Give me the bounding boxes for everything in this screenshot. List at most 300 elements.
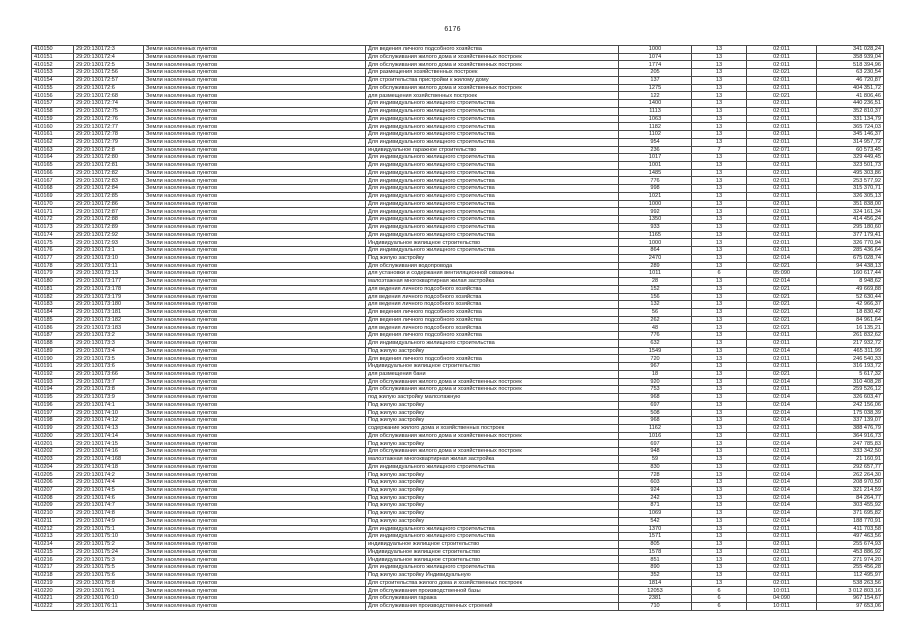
group-code-cell: 13 xyxy=(692,571,747,579)
row-number-cell: 410159 xyxy=(32,115,74,123)
row-number-cell: 410181 xyxy=(32,285,74,293)
group-code-cell: 13 xyxy=(692,347,747,355)
permitted-use-cell: Под жилую застройку Индивидуальную xyxy=(366,571,619,579)
table-row xyxy=(32,208,884,216)
cadastral-number-cell: 29:20:130172:86 xyxy=(74,200,144,208)
area-cell: 992 xyxy=(619,208,692,216)
cadastral-number-cell: 29:20:130172:56 xyxy=(74,69,144,77)
code-cell: 02:014 xyxy=(747,479,817,487)
group-code-cell: 13 xyxy=(692,494,747,502)
land-category-cell: Земли населенных пунктов xyxy=(144,185,366,193)
permitted-use-cell: Для индивидуального жилищного строительства xyxy=(366,169,619,177)
cadastral-value-cell: 295 180,60 xyxy=(817,223,884,231)
row-number-cell: 410197 xyxy=(32,409,74,417)
cadastral-value-cell: 60 573,45 xyxy=(817,146,884,154)
cadastral-value-cell: 329 449,45 xyxy=(817,154,884,162)
table-row xyxy=(32,541,884,549)
group-code-cell: 13 xyxy=(692,162,747,170)
permitted-use-cell: Индивидуальное жилищное строительство xyxy=(366,556,619,564)
land-category-cell: Земли населенных пунктов xyxy=(144,510,366,518)
group-code-cell: 13 xyxy=(692,455,747,463)
code-cell: 02:011 xyxy=(747,115,817,123)
code-cell: 02:011 xyxy=(747,200,817,208)
cadastral-number-cell: 29:20:130173:5 xyxy=(74,355,144,363)
cadastral-number-cell: 29:20:130175:24 xyxy=(74,548,144,556)
cadastral-value-cell: 21 160,91 xyxy=(817,455,884,463)
table-row xyxy=(32,587,884,595)
code-cell: 02:021 xyxy=(747,316,817,324)
code-cell: 02:011 xyxy=(747,556,817,564)
row-number-cell: 410178 xyxy=(32,262,74,270)
row-number-cell: 410150 xyxy=(32,46,74,54)
group-code-cell: 13 xyxy=(692,548,747,556)
cadastral-number-cell: 29:20:130174:10 xyxy=(74,409,144,417)
table-row xyxy=(32,293,884,301)
land-category-cell: Земли населенных пунктов xyxy=(144,595,366,603)
row-number-cell: 410163 xyxy=(32,146,74,154)
code-cell: 10:011 xyxy=(747,602,817,610)
area-cell: 242 xyxy=(619,494,692,502)
cadastral-value-cell: 371 695,82 xyxy=(817,510,884,518)
code-cell: 10:011 xyxy=(747,587,817,595)
cadastral-value-cell: 261 832,62 xyxy=(817,332,884,340)
area-cell: 1578 xyxy=(619,548,692,556)
row-number-cell: 410184 xyxy=(32,308,74,316)
land-category-cell: Земли населенных пунктов xyxy=(144,432,366,440)
permitted-use-cell: Для ведения личного подсобного хозяйства xyxy=(366,355,619,363)
group-code-cell: 13 xyxy=(692,138,747,146)
land-category-cell: Земли населенных пунктов xyxy=(144,571,366,579)
code-cell: 02:021 xyxy=(747,301,817,309)
land-category-cell: Земли населенных пунктов xyxy=(144,69,366,77)
row-number-cell: 410175 xyxy=(32,239,74,247)
permitted-use-cell: для ведения личного подсобного хозяйства xyxy=(366,293,619,301)
code-cell: 05:090 xyxy=(747,270,817,278)
code-cell: 02:014 xyxy=(747,517,817,525)
row-number-cell: 410179 xyxy=(32,270,74,278)
row-number-cell: 410195 xyxy=(32,394,74,402)
row-number-cell: 410221 xyxy=(32,595,74,603)
land-category-cell: Земли населенных пунктов xyxy=(144,494,366,502)
group-code-cell: 13 xyxy=(692,355,747,363)
code-cell: 02:014 xyxy=(747,486,817,494)
permitted-use-cell: для ведения личного подсобного хозяйства xyxy=(366,285,619,293)
cadastral-value-cell: 255 674,93 xyxy=(817,541,884,549)
code-cell: 02:011 xyxy=(747,76,817,84)
area-cell: 1011 xyxy=(619,270,692,278)
code-cell: 02:011 xyxy=(747,131,817,139)
cadastral-value-cell: 465 311,99 xyxy=(817,347,884,355)
area-cell: 1275 xyxy=(619,84,692,92)
row-number-cell: 410170 xyxy=(32,200,74,208)
area-cell: 805 xyxy=(619,541,692,549)
group-code-cell: 13 xyxy=(692,293,747,301)
row-number-cell: 410158 xyxy=(32,107,74,115)
land-registry-table xyxy=(31,45,884,611)
code-cell: 02:011 xyxy=(747,177,817,185)
code-cell: 02:011 xyxy=(747,332,817,340)
row-number-cell: 410196 xyxy=(32,401,74,409)
group-code-cell: 13 xyxy=(692,479,747,487)
cadastral-number-cell: 29:20:130174:12 xyxy=(74,417,144,425)
cadastral-value-cell: 497 463,56 xyxy=(817,533,884,541)
table-row xyxy=(32,46,884,54)
area-cell: 924 xyxy=(619,486,692,494)
code-cell: 02:011 xyxy=(747,185,817,193)
permitted-use-cell: Под жилую застройку xyxy=(366,440,619,448)
land-category-cell: Земли населенных пунктов xyxy=(144,548,366,556)
permitted-use-cell: Для индивидуального жилищного строительства xyxy=(366,131,619,139)
table-row xyxy=(32,308,884,316)
row-number-cell: 410203 xyxy=(32,455,74,463)
group-code-cell: 13 xyxy=(692,579,747,587)
area-cell: 1000 xyxy=(619,46,692,54)
row-number-cell: 410193 xyxy=(32,378,74,386)
group-code-cell: 13 xyxy=(692,239,747,247)
cadastral-number-cell: 29:20:130173:10 xyxy=(74,254,144,262)
code-cell: 02:011 xyxy=(747,339,817,347)
code-cell: 02:021 xyxy=(747,285,817,293)
cadastral-value-cell: 331 134,79 xyxy=(817,115,884,123)
permitted-use-cell: Для индивидуального жилищного строительства xyxy=(366,200,619,208)
row-number-cell: 410167 xyxy=(32,177,74,185)
land-category-cell: Земли населенных пунктов xyxy=(144,339,366,347)
permitted-use-cell: Для обслуживания жилого дома и хозяйственных построек xyxy=(366,386,619,394)
row-number-cell: 410152 xyxy=(32,61,74,69)
area-cell: 1485 xyxy=(619,169,692,177)
area-cell: 710 xyxy=(619,602,692,610)
cadastral-number-cell: 29:20:130174:18 xyxy=(74,463,144,471)
table-row xyxy=(32,92,884,100)
cadastral-number-cell: 29:20:130174:14 xyxy=(74,432,144,440)
cadastral-number-cell: 29:20:130172:5 xyxy=(74,61,144,69)
table-row xyxy=(32,448,884,456)
land-category-cell: Земли населенных пунктов xyxy=(144,270,366,278)
permitted-use-cell: Для индивидуального жилищного строительства xyxy=(366,177,619,185)
area-cell: 132 xyxy=(619,301,692,309)
cadastral-number-cell: 29:20:130172:68 xyxy=(74,92,144,100)
land-category-cell: Земли населенных пунктов xyxy=(144,216,366,224)
land-category-cell: Земли населенных пунктов xyxy=(144,556,366,564)
code-cell: 02:014 xyxy=(747,278,817,286)
cadastral-number-cell: 29:20:130174:168 xyxy=(74,455,144,463)
area-cell: 776 xyxy=(619,177,692,185)
permitted-use-cell: Индивидуальное жилищное строительство xyxy=(366,548,619,556)
table-row xyxy=(32,262,884,270)
group-code-cell: 13 xyxy=(692,200,747,208)
cadastral-number-cell: 29:20:130173:3 xyxy=(74,339,144,347)
code-cell: 02:014 xyxy=(747,471,817,479)
group-code-cell: 13 xyxy=(692,432,747,440)
code-cell: 02:011 xyxy=(747,548,817,556)
code-cell: 02:011 xyxy=(747,169,817,177)
group-code-cell: 13 xyxy=(692,301,747,309)
cadastral-value-cell: 242 156,06 xyxy=(817,401,884,409)
row-number-cell: 410177 xyxy=(32,254,74,262)
row-number-cell: 410174 xyxy=(32,231,74,239)
cadastral-value-cell: 967 154,67 xyxy=(817,595,884,603)
group-code-cell: 13 xyxy=(692,223,747,231)
cadastral-value-cell: 175 038,39 xyxy=(817,409,884,417)
cadastral-number-cell: 29:20:130175:6 xyxy=(74,571,144,579)
area-cell: 603 xyxy=(619,479,692,487)
table-row xyxy=(32,401,884,409)
cadastral-number-cell: 29:20:130173:13 xyxy=(74,270,144,278)
area-cell: 968 xyxy=(619,394,692,402)
cadastral-value-cell: 63 230,54 xyxy=(817,69,884,77)
cadastral-number-cell: 29:20:130173:8 xyxy=(74,386,144,394)
row-number-cell: 410213 xyxy=(32,533,74,541)
cadastral-number-cell: 29:20:130175:10 xyxy=(74,533,144,541)
area-cell: 1102 xyxy=(619,131,692,139)
group-code-cell: 13 xyxy=(692,92,747,100)
code-cell: 02:014 xyxy=(747,401,817,409)
area-cell: 2381 xyxy=(619,595,692,603)
row-number-cell: 410180 xyxy=(32,278,74,286)
cadastral-number-cell: 29:20:130175:1 xyxy=(74,525,144,533)
table-row xyxy=(32,115,884,123)
permitted-use-cell: Для индивидуального жилищного строительства xyxy=(366,247,619,255)
table-row xyxy=(32,548,884,556)
cadastral-value-cell: 285 436,64 xyxy=(817,247,884,255)
code-cell: 02:011 xyxy=(747,216,817,224)
land-category-cell: Земли населенных пунктов xyxy=(144,254,366,262)
table-row xyxy=(32,254,884,262)
table-row xyxy=(32,316,884,324)
cadastral-number-cell: 29:20:130175:5 xyxy=(74,564,144,572)
land-category-cell: Земли населенных пунктов xyxy=(144,200,366,208)
cadastral-number-cell: 29:20:130172:80 xyxy=(74,154,144,162)
area-cell: 998 xyxy=(619,185,692,193)
table-row xyxy=(32,579,884,587)
table-row xyxy=(32,440,884,448)
code-cell: 02:014 xyxy=(747,254,817,262)
land-category-cell: Земли населенных пунктов xyxy=(144,223,366,231)
row-number-cell: 410160 xyxy=(32,123,74,131)
land-category-cell: Земли населенных пунктов xyxy=(144,92,366,100)
group-code-cell: 13 xyxy=(692,247,747,255)
code-cell: 02:011 xyxy=(747,448,817,456)
group-code-cell: 13 xyxy=(692,185,747,193)
row-number-cell: 410165 xyxy=(32,162,74,170)
land-category-cell: Земли населенных пунктов xyxy=(144,324,366,332)
land-category-cell: Земли населенных пунктов xyxy=(144,46,366,54)
row-number-cell: 410204 xyxy=(32,463,74,471)
permitted-use-cell: для размещения хозяйственных построек xyxy=(366,92,619,100)
group-code-cell: 13 xyxy=(692,316,747,324)
cadastral-value-cell: 271 974,20 xyxy=(817,556,884,564)
cadastral-number-cell: 29:20:130174:13 xyxy=(74,424,144,432)
cadastral-number-cell: 29:20:130175:8 xyxy=(74,579,144,587)
permitted-use-cell: Для индивидуального жилищного строительства xyxy=(366,533,619,541)
code-cell: 02:011 xyxy=(747,107,817,115)
area-cell: 697 xyxy=(619,440,692,448)
table-row xyxy=(32,231,884,239)
cadastral-number-cell: 29:20:130174:7 xyxy=(74,502,144,510)
land-category-cell: Земли населенных пунктов xyxy=(144,332,366,340)
cadastral-value-cell: 377 179,41 xyxy=(817,231,884,239)
table-row xyxy=(32,370,884,378)
group-code-cell: 13 xyxy=(692,262,747,270)
land-category-cell: Земли населенных пунктов xyxy=(144,131,366,139)
cadastral-number-cell: 29:20:130172:81 xyxy=(74,162,144,170)
table-row xyxy=(32,355,884,363)
table-row xyxy=(32,556,884,564)
group-code-cell: 13 xyxy=(692,231,747,239)
table-row xyxy=(32,378,884,386)
group-code-cell: 13 xyxy=(692,471,747,479)
cadastral-number-cell: 29:20:130172:78 xyxy=(74,131,144,139)
permitted-use-cell: Для обслуживания производственных строений xyxy=(366,602,619,610)
group-code-cell: 13 xyxy=(692,533,747,541)
land-category-cell: Земли населенных пунктов xyxy=(144,177,366,185)
land-category-cell: Земли населенных пунктов xyxy=(144,533,366,541)
table-row xyxy=(32,270,884,278)
land-category-cell: Земли населенных пунктов xyxy=(144,162,366,170)
land-category-cell: Земли населенных пунктов xyxy=(144,308,366,316)
group-code-cell: 13 xyxy=(692,46,747,54)
code-cell: 02:011 xyxy=(747,154,817,162)
code-cell: 02:021 xyxy=(747,92,817,100)
area-cell: 1571 xyxy=(619,533,692,541)
table-row xyxy=(32,123,884,131)
area-cell: 28 xyxy=(619,278,692,286)
cadastral-value-cell: 351 838,00 xyxy=(817,200,884,208)
land-category-cell: Земли населенных пунктов xyxy=(144,76,366,84)
row-number-cell: 410210 xyxy=(32,510,74,518)
area-cell: 508 xyxy=(619,409,692,417)
table-row xyxy=(32,192,884,200)
area-cell: 851 xyxy=(619,556,692,564)
permitted-use-cell: для ведения личного подсобного хозяйства xyxy=(366,324,619,332)
group-code-cell: 13 xyxy=(692,254,747,262)
row-number-cell: 410201 xyxy=(32,440,74,448)
land-category-cell: Земли населенных пунктов xyxy=(144,53,366,61)
code-cell: 02:011 xyxy=(747,84,817,92)
group-code-cell: 6 xyxy=(692,595,747,603)
cadastral-number-cell: 29:20:130172:83 xyxy=(74,177,144,185)
land-category-cell: Земли населенных пунктов xyxy=(144,602,366,610)
permitted-use-cell: для установки и содержания вентиляционной скважины xyxy=(366,270,619,278)
cadastral-value-cell: 365 724,03 xyxy=(817,123,884,131)
group-code-cell: 13 xyxy=(692,448,747,456)
code-cell: 02:011 xyxy=(747,363,817,371)
land-category-cell: Земли населенных пунктов xyxy=(144,448,366,456)
group-code-cell: 13 xyxy=(692,216,747,224)
row-number-cell: 410172 xyxy=(32,216,74,224)
land-category-cell: Земли населенных пунктов xyxy=(144,84,366,92)
cadastral-value-cell: 94 438,13 xyxy=(817,262,884,270)
permitted-use-cell: индивидуальное гаражное строительство xyxy=(366,146,619,154)
area-cell: 1017 xyxy=(619,154,692,162)
area-cell: 352 xyxy=(619,571,692,579)
cadastral-value-cell: 364 916,73 xyxy=(817,432,884,440)
group-code-cell: 13 xyxy=(692,440,747,448)
permitted-use-cell: Для обслуживания гаража xyxy=(366,595,619,603)
table-row xyxy=(32,494,884,502)
code-cell: 02:021 xyxy=(747,308,817,316)
land-category-cell: Земли населенных пунктов xyxy=(144,355,366,363)
row-number-cell: 410209 xyxy=(32,502,74,510)
land-category-cell: Земли населенных пунктов xyxy=(144,239,366,247)
code-cell: 02:011 xyxy=(747,208,817,216)
cadastral-number-cell: 29:20:130172:4 xyxy=(74,53,144,61)
cadastral-value-cell: 352 810,37 xyxy=(817,107,884,115)
group-code-cell: 13 xyxy=(692,115,747,123)
group-code-cell: 13 xyxy=(692,378,747,386)
row-number-cell: 410218 xyxy=(32,571,74,579)
row-number-cell: 410157 xyxy=(32,100,74,108)
cadastral-value-cell: 8 948,62 xyxy=(817,278,884,286)
group-code-cell: 13 xyxy=(692,525,747,533)
table-row xyxy=(32,162,884,170)
cadastral-value-cell: 411 703,58 xyxy=(817,525,884,533)
cadastral-value-cell: 3 012 803,16 xyxy=(817,587,884,595)
cadastral-value-cell: 404 351,72 xyxy=(817,84,884,92)
group-code-cell: 13 xyxy=(692,556,747,564)
permitted-use-cell: малоэтажная многоквартирная жилая застройка xyxy=(366,455,619,463)
cadastral-number-cell: 29:20:130173:180 xyxy=(74,301,144,309)
cadastral-value-cell: 49 669,88 xyxy=(817,285,884,293)
area-cell: 152 xyxy=(619,285,692,293)
permitted-use-cell: Под жилую застройку xyxy=(366,409,619,417)
land-category-cell: Земли населенных пунктов xyxy=(144,479,366,487)
cadastral-number-cell: 29:20:130172:79 xyxy=(74,138,144,146)
cadastral-value-cell: 46 720,87 xyxy=(817,76,884,84)
area-cell: 967 xyxy=(619,363,692,371)
land-category-cell: Земли населенных пунктов xyxy=(144,154,366,162)
table-row xyxy=(32,84,884,92)
cadastral-number-cell: 29:20:130174:8 xyxy=(74,510,144,518)
row-number-cell: 410199 xyxy=(32,424,74,432)
cadastral-value-cell: 326 770,94 xyxy=(817,239,884,247)
cadastral-value-cell: 18 830,42 xyxy=(817,308,884,316)
group-code-cell: 13 xyxy=(692,541,747,549)
land-category-cell: Земли населенных пунктов xyxy=(144,409,366,417)
permitted-use-cell: Для ведения личного подсобного хозяйства xyxy=(366,46,619,54)
land-category-cell: Земли населенных пунктов xyxy=(144,394,366,402)
code-cell: 02:011 xyxy=(747,463,817,471)
land-category-cell: Земли населенных пунктов xyxy=(144,115,366,123)
permitted-use-cell: Для обслуживания жилого дома и хозяйственных построек xyxy=(366,378,619,386)
permitted-use-cell: Под жилую застройку xyxy=(366,517,619,525)
table-row xyxy=(32,223,884,231)
table-row xyxy=(32,146,884,154)
group-code-cell: 13 xyxy=(692,123,747,131)
cadastral-value-cell: 414 456,24 xyxy=(817,216,884,224)
cadastral-number-cell: 29:20:130175:3 xyxy=(74,556,144,564)
table-row xyxy=(32,479,884,487)
code-cell: 02:011 xyxy=(747,541,817,549)
permitted-use-cell: Под жилую застройку xyxy=(366,417,619,425)
land-category-cell: Земли населенных пунктов xyxy=(144,541,366,549)
cadastral-number-cell: 29:20:130172:84 xyxy=(74,185,144,193)
cadastral-value-cell: 5 617,32 xyxy=(817,370,884,378)
land-category-cell: Земли населенных пунктов xyxy=(144,278,366,286)
land-category-cell: Земли населенных пунктов xyxy=(144,123,366,131)
permitted-use-cell: Для обслуживания производственной базы xyxy=(366,587,619,595)
row-number-cell: 410212 xyxy=(32,525,74,533)
code-cell: 02:011 xyxy=(747,231,817,239)
permitted-use-cell: Для ведения личного подсобного хозяйства xyxy=(366,316,619,324)
code-cell: 02:021 xyxy=(747,370,817,378)
cadastral-number-cell: 29:20:130174:16 xyxy=(74,448,144,456)
row-number-cell: 410162 xyxy=(32,138,74,146)
permitted-use-cell: Для ведения личного подсобного хозяйства xyxy=(366,308,619,316)
permitted-use-cell: Для индивидуального жилищного строительства xyxy=(366,185,619,193)
group-code-cell: 13 xyxy=(692,154,747,162)
row-number-cell: 410194 xyxy=(32,386,74,394)
